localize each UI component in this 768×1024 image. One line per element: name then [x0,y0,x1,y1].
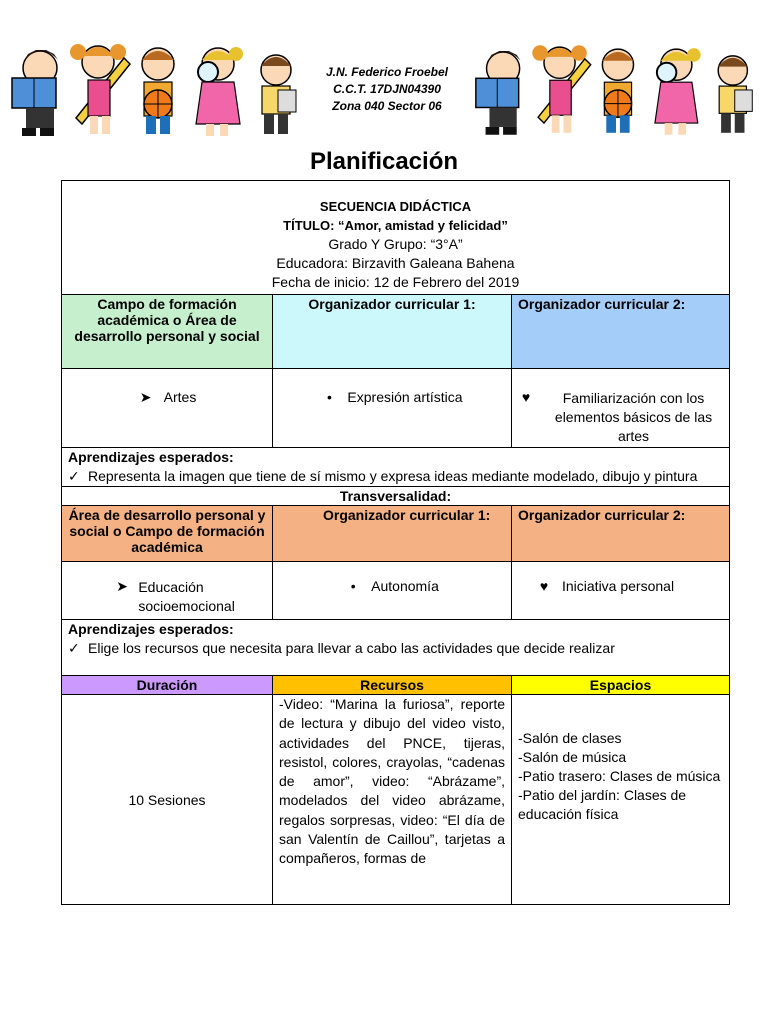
school-cct: C.C.T. 17DJN04390 [333,82,441,96]
aprendizajes2-label: Aprendizajes esperados: [68,621,234,637]
planning-table [61,180,730,905]
page-title: Planificación [309,148,459,175]
aprendizajes1-text: Representa la imagen que tiene de sí mismo y expresa ideas mediante modelado, dibujo y pintura [88,468,698,484]
espacios-list [512,695,730,905]
campo-header: Campo de formación académica o Área de desarrollo personal y social [62,295,273,369]
arrow-bullet-icon: ➤ [139,389,152,405]
area-organizador1-header: Organizador curricular 1: [273,506,512,562]
organizador2-header: Organizador curricular 2: [512,295,730,369]
grade-group: Grado Y Grupo: “3°A” [328,236,463,252]
school-name: J.N. Federico Froebel [325,65,449,79]
page-header [0,0,768,150]
transversalidad-label: Transversalidad: [62,487,730,506]
espacio-item: -Patio trasero: Clases de música [518,768,721,784]
espacios-header: Espacios [512,676,730,695]
organizador1-item: • Expresión artística [273,369,512,448]
duracion-value: 10 Sesiones [62,695,273,905]
sequence-title: TÍTULO: “Amor, amistad y felicidad” [283,218,508,233]
sequence-label: SECUENCIA DIDÁCTICA [319,199,472,214]
area-organizador2-item: ♥ Iniciativa personal [512,562,730,620]
area-header: Área de desarrollo personal y social o Campo de formación académica [62,506,273,562]
campo-item: ➤ Artes [62,369,273,448]
aprendizajes1-label: Aprendizajes esperados: [68,449,234,465]
area-item: ➤ Educación socioemocional [62,562,273,620]
dot-bullet-icon: • [350,578,356,594]
organizador2-item: ♥ Familiarización con los elementos básicos de las artes [512,369,730,448]
espacio-item: -Salón de música [518,749,627,765]
arrow-bullet-icon: ➤ [116,578,129,594]
dot-bullet-icon: • [326,389,332,405]
check-icon: ✓ [68,640,80,656]
espacio-item: -Salón de clases [518,730,622,746]
espacio-item: -Patio del jardín: Clases de educación física [518,787,687,822]
kids-illustration-left [6,38,306,140]
duracion-header: Duración [62,676,273,695]
recursos-header: Recursos [273,676,512,695]
heart-bullet-icon: ♥ [539,578,549,594]
teacher: Educadora: Birzavith Galeana Bahena [276,255,515,271]
campo-header-row [62,295,730,369]
kids-illustration-right [470,38,762,140]
school-info [312,64,462,115]
school-zona: Zona 040 Sector 06 [332,99,442,113]
area-items-row [62,562,730,620]
start-date: Fecha de inicio: 12 de Febrero del 2019 [271,274,520,290]
area-header-row [62,506,730,562]
area-organizador2-header: Organizador curricular 2: [512,506,730,562]
sequence-info-row [62,181,730,295]
aprendizajes1-row [62,448,730,487]
plan-content-row [62,695,730,905]
transversalidad-row [62,487,730,506]
heart-bullet-icon: ♥ [521,389,531,405]
check-icon: ✓ [68,468,80,484]
recursos-value: -Video: “Marina la furiosa”, reporte de lectura y dibujo del video visto, actividades del PNCE, tijeras, resistol, colores, crayolas, “cadenas de amor”, video: “Abrázame”, modelados del video abrázame, regalos sorpresas, video: “El día de san Valentín de Caillou”, tarjetas a compañeros, formas de [273,695,512,905]
plan-header-row [62,676,730,695]
organizador1-header: Organizador curricular 1: [273,295,512,369]
campo-items-row [62,369,730,448]
aprendizajes2-row [62,620,730,676]
area-organizador1-item: • Autonomía [273,562,512,620]
aprendizajes2-text: Elige los recursos que necesita para llevar a cabo las actividades que decide realizar [88,640,615,656]
